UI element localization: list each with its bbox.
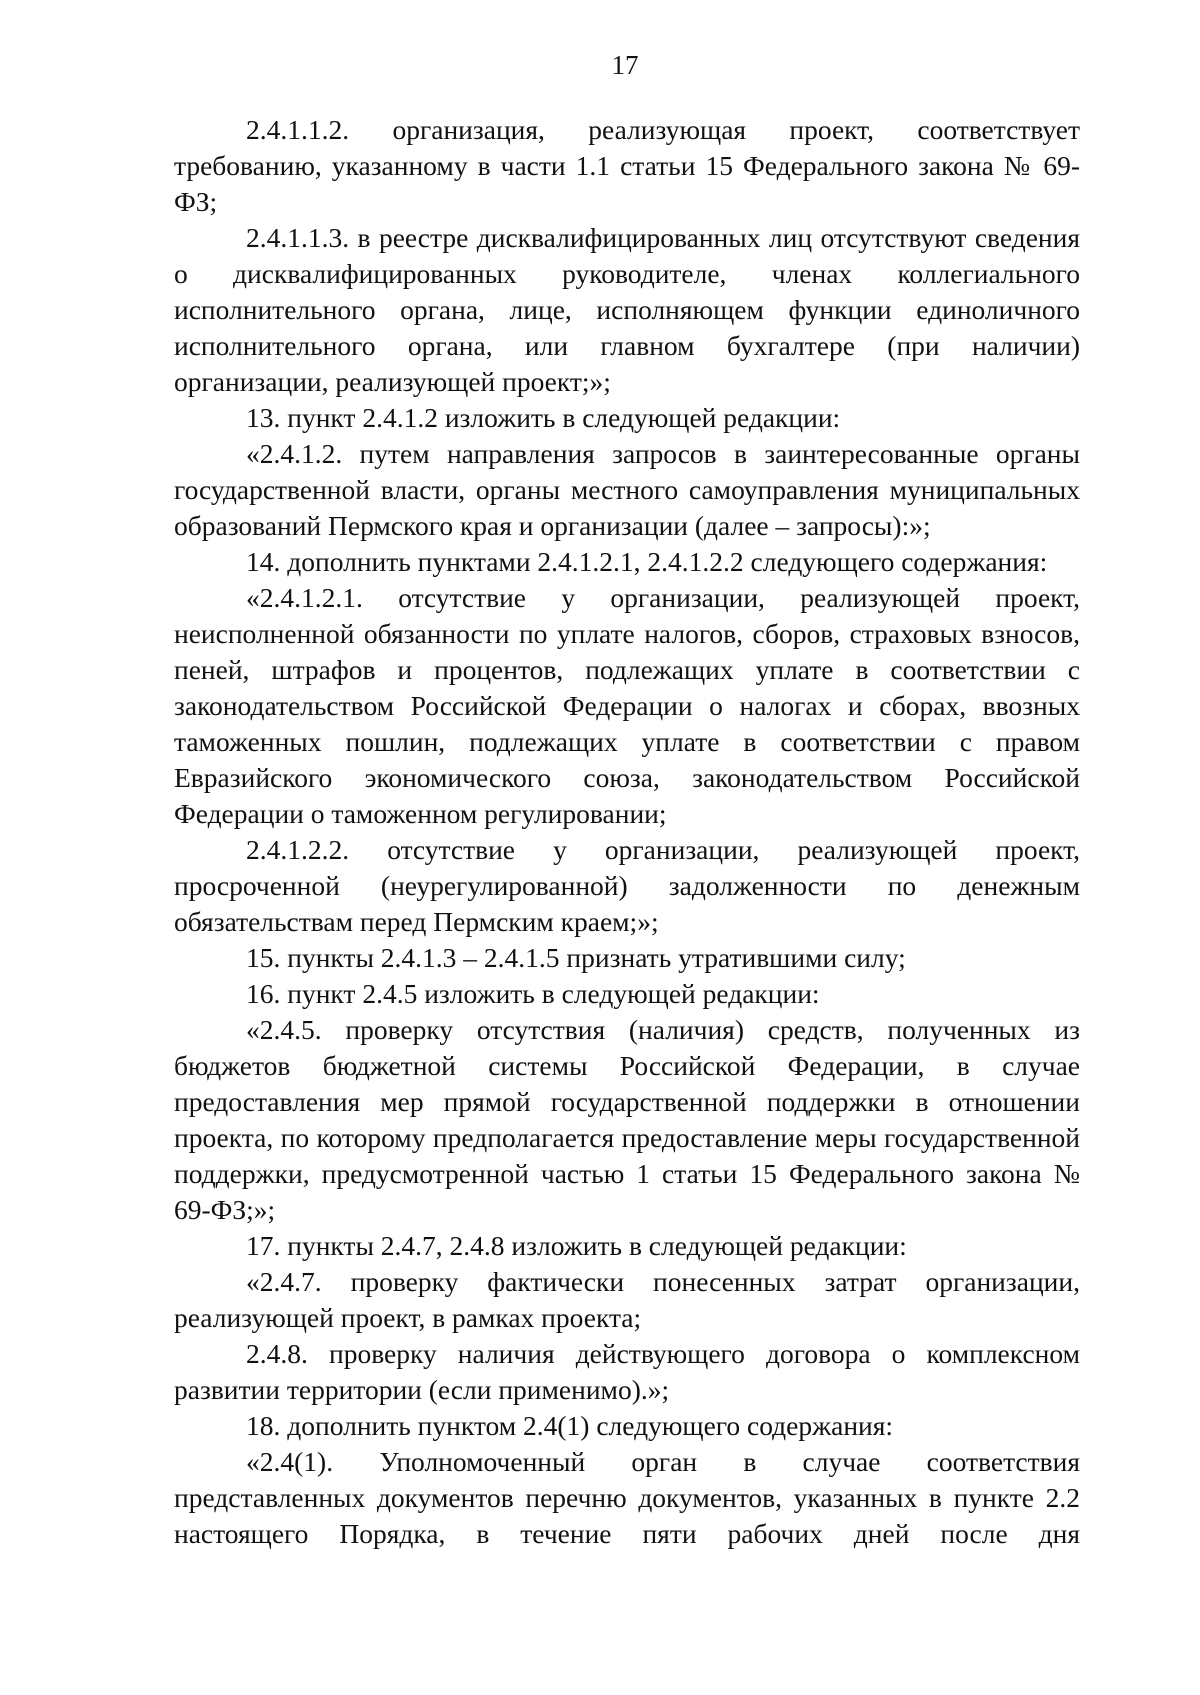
paragraph: 14. дополнить пунктами 2.4.1.2.1, 2.4.1.2.2 следующего содержания: [246,546,1048,577]
paragraph: 2.4.1.1.3. в реестре дисквалифицированных лиц отсутствуют сведения о дисквалифицированных руководителе, членах коллегиального исполнительного органа, лице, исполняющем функции единоличного исполнительного органа, или главном бухгалтере (при наличии) организации, реализующей проект;»; [174,222,1080,397]
paragraph: 2.4.8. проверку наличия действующего договора о комплексном развитии территории (если применимо).»; [174,1338,1080,1405]
page-number: 17 [611,50,639,80]
paragraph: «2.4.1.2. путем направления запросов в заинтересованные органы государственной власти, органы местного самоуправления муниципальных образований Пермского края и организации (далее – запросы):»; [174,438,1080,541]
paragraph: «2.4.5. проверку отсутствия (наличия) средств, полученных из бюджетов бюджетной системы Российской Федерации, в случае предоставления мер прямой государственной поддержки в отношении проекта, по которому предполагается предоставление меры государственной поддержки, предусмотренной частью 1 статьи 15 Федерального закона № 69-ФЗ;»; [174,1014,1080,1225]
document-body [174,112,1080,1552]
paragraph: 17. пункты 2.4.7, 2.4.8 изложить в следующей редакции: [246,1230,907,1261]
paragraph: «2.4(1). Уполномоченный орган в случае соответствия представленных документов перечню документов, указанных в пункте 2.2 настоящего Порядка, в течение пяти рабочих дней после дня [174,1446,1080,1549]
paragraph: 2.4.1.2.2. отсутствие у организации, реализующей проект, просроченной (неурегулированной) задолженности по денежным обязательствам перед Пермским краем;»; [174,834,1080,937]
paragraph: 16. пункт 2.4.5 изложить в следующей редакции: [246,978,820,1009]
paragraph: «2.4.1.2.1. отсутствие у организации, реализующей проект, неисполненной обязанности по уплате налогов, сборов, страховых взносов, пеней, штрафов и процентов, подлежащих уплате в соответствии с законодательством Российской Федерации о налогах и сборах, ввозных таможенных пошлин, подлежащих уплате в соответствии с правом Евразийского экономического союза, законодательством Российской Федерации о таможенном регулировании; [174,582,1080,829]
paragraph: 18. дополнить пунктом 2.4(1) следующего содержания: [246,1410,894,1441]
paragraph: 13. пункт 2.4.1.2 изложить в следующей редакции: [246,402,841,433]
paragraph: 15. пункты 2.4.1.3 – 2.4.1.5 признать утратившими силу; [246,942,906,973]
paragraph: «2.4.7. проверку фактически понесенных затрат организации, реализующей проект, в рамках проекта; [174,1266,1080,1333]
paragraph: 2.4.1.1.2. организация, реализующая проект, соответствует требованию, указанному в части 1.1 статьи 15 Федерального закона № 69-ФЗ; [174,114,1080,217]
